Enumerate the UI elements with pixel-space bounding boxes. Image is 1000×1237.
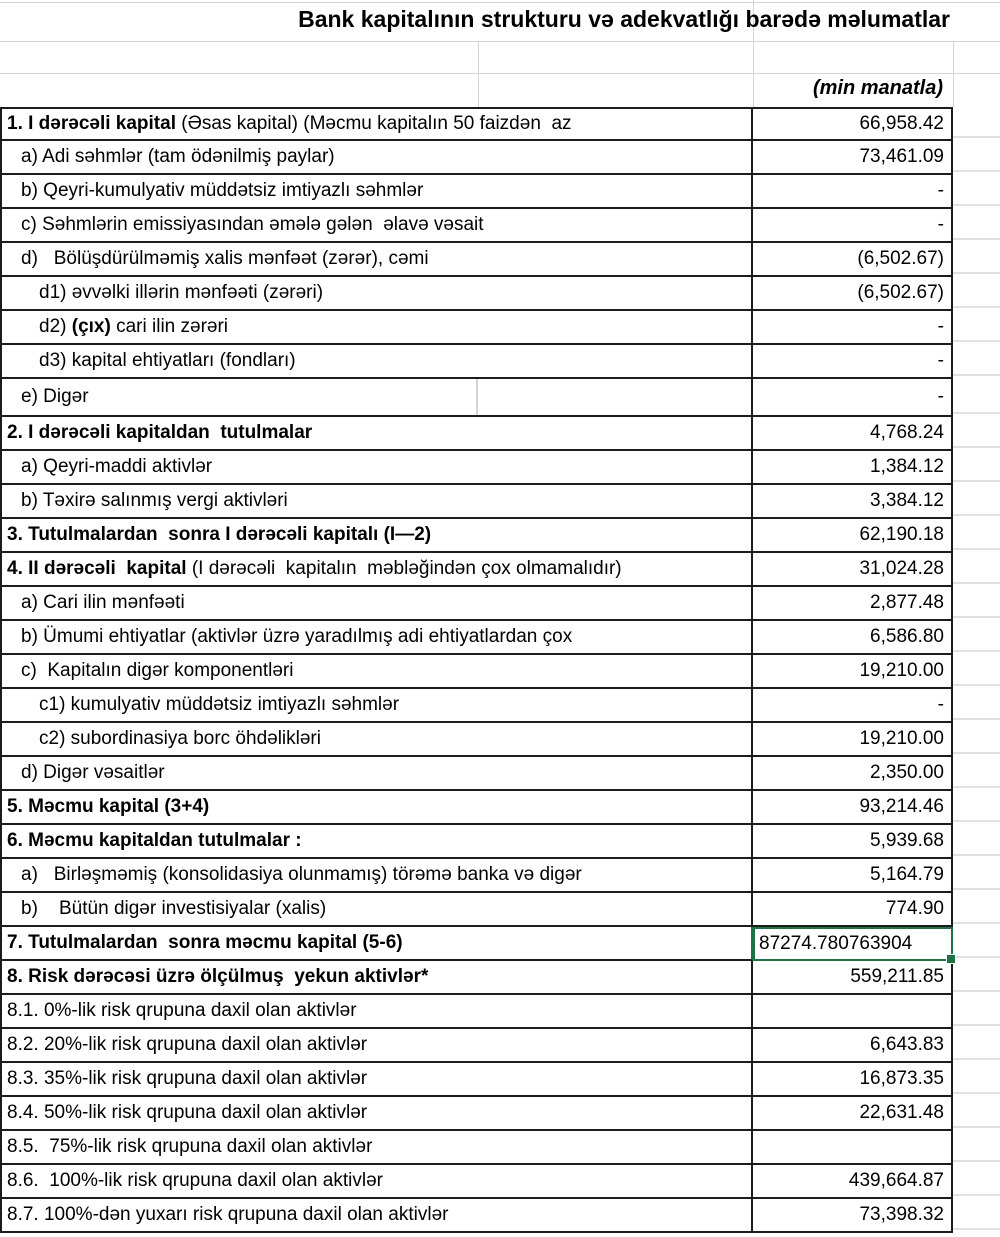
label-text-bold: 6. Məcmu kapitaldan tutulmalar : xyxy=(7,830,302,851)
row-value-cell[interactable]: 5,164.79 xyxy=(753,859,953,893)
row-value-cell[interactable]: (6,502.67) xyxy=(753,277,953,311)
table-row xyxy=(0,553,1000,587)
label-text: a) Cari ilin mənfəəti xyxy=(21,592,185,613)
gridline xyxy=(478,41,479,107)
table-row xyxy=(0,417,1000,451)
row-label-cell[interactable] xyxy=(0,417,753,451)
capital-table xyxy=(0,107,1000,1233)
table-row xyxy=(0,1063,1000,1097)
row-value-cell[interactable]: - xyxy=(753,175,953,209)
gridline-rail-cell xyxy=(953,890,1000,924)
row-value-cell[interactable]: 1,384.12 xyxy=(753,451,953,485)
gridline-rail-cell xyxy=(953,376,1000,414)
table-row xyxy=(0,723,1000,757)
row-value-cell[interactable]: (6,502.67) xyxy=(753,243,953,277)
gridline-rail-cell xyxy=(953,482,1000,516)
gridline-rail-cell xyxy=(953,342,1000,376)
row-value-cell[interactable]: 16,873.35 xyxy=(753,1063,953,1097)
row-value-cell[interactable]: 66,958.42 xyxy=(753,107,953,141)
gridline xyxy=(0,73,1000,74)
row-value-cell[interactable]: 19,210.00 xyxy=(753,655,953,689)
label-text: (Əsas kapital) (Məcmu kapitalın 50 faizdən az xyxy=(175,113,572,134)
row-value-cell[interactable]: 73,398.32 xyxy=(753,1199,953,1233)
row-label-cell[interactable] xyxy=(0,243,753,277)
fill-handle[interactable] xyxy=(946,954,956,964)
table-row xyxy=(0,995,1000,1029)
row-label-cell[interactable] xyxy=(0,1199,753,1233)
gridline-rail-cell xyxy=(953,1162,1000,1196)
gridline-rail-cell xyxy=(953,652,1000,686)
gridline-rail-cell xyxy=(953,754,1000,788)
gridline-rail-cell xyxy=(953,1094,1000,1128)
row-value-cell[interactable]: 2,350.00 xyxy=(753,757,953,791)
label-text: (I dərəcəli kapitalın məbləğindən çox olmamalıdır) xyxy=(186,558,622,579)
row-value-cell[interactable]: 439,664.87 xyxy=(753,1165,953,1199)
row-label-cell[interactable] xyxy=(0,791,753,825)
table-row xyxy=(0,621,1000,655)
label-text: b) Ümumi ehtiyatlar (aktivlər üzrə yaradılmış adi ehtiyatlardan çox xyxy=(21,626,573,647)
row-value-cell[interactable]: 22,631.48 xyxy=(753,1097,953,1131)
gridline-rail-cell xyxy=(953,448,1000,482)
gridline-rail-cell xyxy=(953,206,1000,240)
table-row xyxy=(0,175,1000,209)
gridline-rail-cell xyxy=(953,1128,1000,1162)
row-value-cell[interactable]: 774.90 xyxy=(753,893,953,927)
row-value-cell[interactable]: 4,768.24 xyxy=(753,417,953,451)
table-row xyxy=(0,927,1000,961)
label-text: 8.3. 35%-lik risk qrupuna daxil olan aktivlər xyxy=(7,1068,368,1089)
gridline-rail-cell xyxy=(953,720,1000,754)
gridline-rail-cell xyxy=(953,788,1000,822)
label-text: 8.4. 50%-lik risk qrupuna daxil olan aktivlər xyxy=(7,1102,368,1123)
row-label-cell[interactable] xyxy=(0,451,753,485)
row-value-cell[interactable]: 559,211.85 xyxy=(753,961,953,995)
row-value-cell[interactable]: 73,461.09 xyxy=(753,141,953,175)
sheet-top-area xyxy=(0,0,1000,107)
row-label-cell[interactable] xyxy=(0,723,753,757)
row-value-cell[interactable]: - xyxy=(753,689,953,723)
row-label-cell[interactable] xyxy=(0,927,753,961)
label-text: c) Kapitalın digər komponentləri xyxy=(21,660,294,681)
table-row xyxy=(0,311,1000,345)
label-text: d) Bölüşdürülməmiş xalis mənfəət (zərər), cəmi xyxy=(21,248,429,269)
label-text: d) Digər vəsaitlər xyxy=(21,762,165,783)
label-text: d3) kapital ehtiyatları (fondları) xyxy=(39,350,296,371)
row-label-cell[interactable] xyxy=(0,311,753,345)
label-text: b) Bütün digər investisiyalar (xalis) xyxy=(21,898,327,919)
gridline xyxy=(0,2,1000,3)
row-label-cell[interactable] xyxy=(0,107,753,141)
row-value-cell[interactable]: - xyxy=(753,379,953,417)
row-label-cell[interactable] xyxy=(0,961,753,995)
gridline-rail-cell xyxy=(953,1196,1000,1230)
row-value-cell[interactable]: 6,586.80 xyxy=(753,621,953,655)
label-text: c1) kumulyativ müddətsiz imtiyazlı səhmlər xyxy=(39,694,400,715)
row-value-cell[interactable]: 6,643.83 xyxy=(753,1029,953,1063)
row-label-cell[interactable] xyxy=(0,621,753,655)
label-text: 8.7. 100%-dən yuxarı risk qrupuna daxil olan aktivlər xyxy=(7,1204,449,1225)
table-row xyxy=(0,107,1000,141)
table-row xyxy=(0,757,1000,791)
row-label-cell[interactable] xyxy=(0,277,753,311)
row-label-cell[interactable] xyxy=(0,859,753,893)
row-label-cell[interactable] xyxy=(0,1097,753,1131)
label-text-bold: 2. I dərəcəli kapitaldan tutulmalar xyxy=(7,422,313,443)
table-row xyxy=(0,1199,1000,1233)
row-label-cell[interactable] xyxy=(0,379,753,417)
gridline-rail-cell xyxy=(953,1026,1000,1060)
label-text-bold: (çıx) xyxy=(71,316,111,337)
row-value-cell[interactable]: - xyxy=(753,209,953,243)
gridline-rail-cell xyxy=(953,686,1000,720)
row-value-cell[interactable]: 3,384.12 xyxy=(753,485,953,519)
row-value-cell[interactable]: 62,190.18 xyxy=(753,519,953,553)
row-value-cell[interactable]: 5,939.68 xyxy=(753,825,953,859)
label-text: a) Adi səhmlər (tam ödənilmiş paylar) xyxy=(21,146,335,167)
gridline-rail-cell xyxy=(953,550,1000,584)
row-value-cell[interactable]: 19,210.00 xyxy=(753,723,953,757)
row-label-cell[interactable] xyxy=(0,175,753,209)
table-row xyxy=(0,485,1000,519)
label-text-bold: 8. Risk dərəcəsi üzrə ölçülmuş yekun aktivlər* xyxy=(7,966,429,987)
gridline-rail-cell xyxy=(953,104,1000,138)
label-text: b) Qeyri-kumulyativ müddətsiz imtiyazlı səhmlər xyxy=(21,180,424,201)
unit-label: (min manatla) xyxy=(812,77,943,99)
table-row xyxy=(0,1029,1000,1063)
row-label-cell[interactable] xyxy=(0,519,753,553)
page-title: Bank kapitalının strukturu və adekvatlığı barədə məlumatlar xyxy=(298,6,950,32)
row-label-cell[interactable] xyxy=(0,587,753,621)
label-text-bold: 4. II dərəcəli kapital xyxy=(7,558,187,579)
gridline-rail-cell xyxy=(953,856,1000,890)
row-label-cell[interactable] xyxy=(0,1029,753,1063)
table-row xyxy=(0,655,1000,689)
row-value-cell[interactable]: - xyxy=(753,345,953,379)
row-label-cell[interactable] xyxy=(0,689,753,723)
table-row xyxy=(0,141,1000,175)
table-row xyxy=(0,859,1000,893)
row-value-cell[interactable] xyxy=(753,1131,953,1165)
row-label-cell[interactable] xyxy=(0,553,753,587)
row-label-cell[interactable] xyxy=(0,893,753,927)
table-row xyxy=(0,243,1000,277)
label-text: 8.5. 75%-lik risk qrupuna daxil olan aktivlər xyxy=(7,1136,373,1157)
label-text-bold: 5. Məcmu kapital (3+4) xyxy=(7,796,210,817)
table-row xyxy=(0,1131,1000,1165)
row-value-cell[interactable] xyxy=(753,995,953,1029)
label-text-bold: 3. Tutulmalardan sonra I dərəcəli kapitalı (I—2) xyxy=(7,524,432,545)
selected-cell[interactable]: 87274.780763904 xyxy=(753,927,953,961)
table-row xyxy=(0,451,1000,485)
row-label-cell[interactable] xyxy=(0,655,753,689)
gridline-rail-cell xyxy=(953,516,1000,550)
row-label-cell[interactable] xyxy=(0,485,753,519)
gridline-rail-cell xyxy=(953,584,1000,618)
label-text: 8.1. 0%-lik risk qrupuna daxil olan aktivlər xyxy=(7,1000,357,1021)
table-row xyxy=(0,689,1000,723)
label-text: c) Səhmlərin emissiyasından əmələ gələn əlavə vəsait xyxy=(21,214,484,235)
table-row xyxy=(0,961,1000,995)
label-text: c2) subordinasiya borc öhdəlikləri xyxy=(39,728,321,749)
row-value-cell[interactable]: 2,877.48 xyxy=(753,587,953,621)
row-label-cell[interactable] xyxy=(0,757,753,791)
table-row xyxy=(0,379,1000,417)
gridline-rail-cell xyxy=(953,924,1000,958)
row-label-cell[interactable] xyxy=(0,1131,753,1165)
gridline-rail-cell xyxy=(953,240,1000,274)
gridline-rail-cell xyxy=(953,274,1000,308)
row-value-cell[interactable]: 93,214.46 xyxy=(753,791,953,825)
label-text: d2) xyxy=(39,316,72,337)
gridline-rail-cell xyxy=(953,822,1000,856)
table-row xyxy=(0,587,1000,621)
row-label-cell[interactable] xyxy=(0,345,753,379)
row-value-cell[interactable]: 31,024.28 xyxy=(753,553,953,587)
gridline-rail-cell xyxy=(953,1060,1000,1094)
gridline-rail-cell xyxy=(953,958,1000,992)
gridline-rail-cell xyxy=(953,138,1000,172)
gridline-rail-cell xyxy=(953,992,1000,1026)
label-text: a) Birləşməmiş (konsolidasiya olunmamış) törəmə banka və digər xyxy=(21,864,582,885)
gridline-rail-cell xyxy=(953,618,1000,652)
table-row xyxy=(0,791,1000,825)
label-text-bold: 7. Tutulmalardan sonra məcmu kapital (5-6) xyxy=(7,932,403,953)
row-label-cell[interactable] xyxy=(0,1063,753,1097)
row-label-cell[interactable] xyxy=(0,995,753,1029)
label-text: d1) əvvəlki illərin mənfəəti (zərəri) xyxy=(39,282,324,303)
table-row xyxy=(0,519,1000,553)
gridline xyxy=(0,41,1000,42)
gridline-rail-cell xyxy=(953,414,1000,448)
gridline-rail-cell xyxy=(953,172,1000,206)
table-row xyxy=(0,277,1000,311)
gridline-rail-cell xyxy=(953,308,1000,342)
row-label-cell[interactable] xyxy=(0,141,753,175)
gridline xyxy=(953,41,954,107)
label-text: 8.6. 100%-lik risk qrupuna daxil olan aktivlər xyxy=(7,1170,383,1191)
label-text: b) Təxirə salınmış vergi aktivləri xyxy=(21,490,288,511)
row-value-cell[interactable]: - xyxy=(753,311,953,345)
table-row xyxy=(0,1165,1000,1199)
row-label-cell[interactable] xyxy=(0,209,753,243)
row-label-cell[interactable] xyxy=(0,825,753,859)
table-row xyxy=(0,1097,1000,1131)
table-row xyxy=(0,893,1000,927)
table-row xyxy=(0,825,1000,859)
label-text-bold: 1. I dərəcəli kapital xyxy=(7,113,176,134)
label-text: a) Qeyri-maddi aktivlər xyxy=(21,456,213,477)
label-text: 8.2. 20%-lik risk qrupuna daxil olan aktivlər xyxy=(7,1034,368,1055)
table-row xyxy=(0,345,1000,379)
label-text: cari ilin zərəri xyxy=(110,316,229,337)
label-text: e) Digər xyxy=(21,386,89,407)
table-row xyxy=(0,209,1000,243)
row-label-cell[interactable] xyxy=(0,1165,753,1199)
